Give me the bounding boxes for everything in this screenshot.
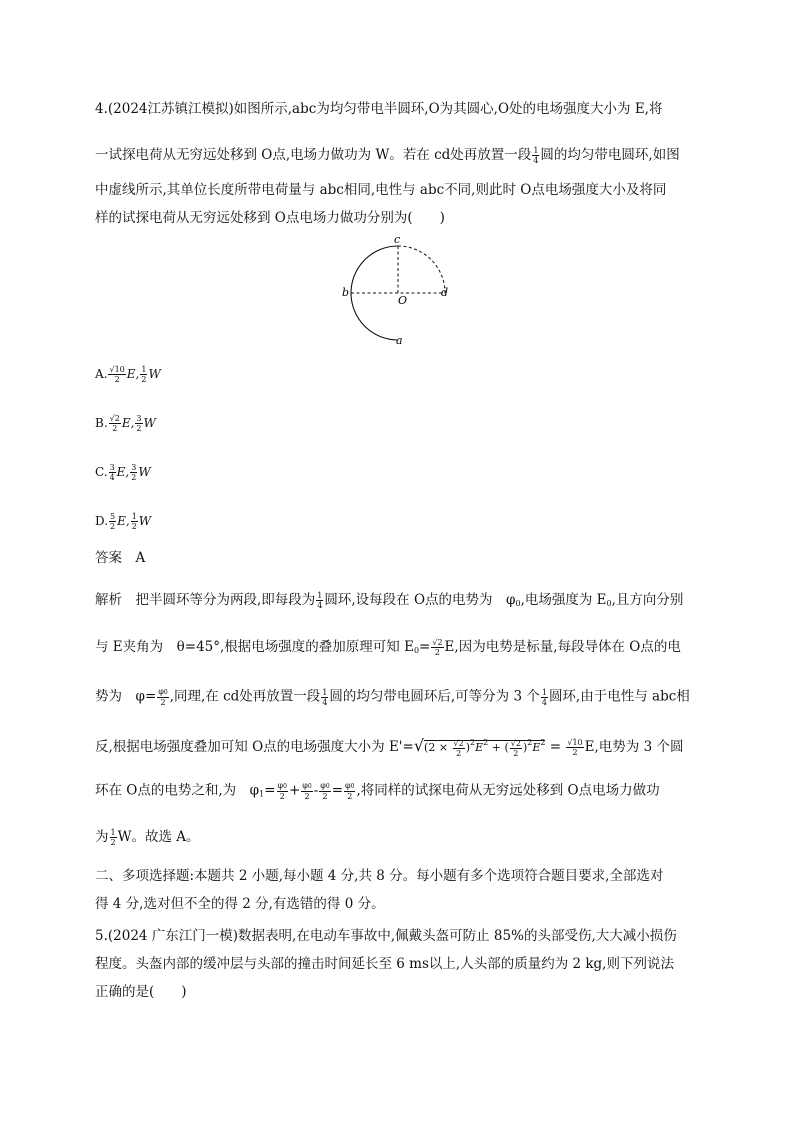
analysis-line-1: 解析 把半圆环等分为两段,即每段为 $\frac{1}{4}$ 圆环,设每段在 O点的电势为 $\varphi_0$,电场强度为 $E_0$,且方向分别 xyxy=(95,591,684,610)
q5-line-1: 5.(2024 广东江门一模)数据表明,在电动车事故中,佩戴头盔可防止 85%的头部受伤,大大减小损伤 xyxy=(95,928,677,944)
label-O: O xyxy=(398,294,408,307)
q5-line-2: 程度。头盔内部的缓冲层与头部的撞击时间延长至 6 ms以上,人头部的质量约为 2 kg,则下列说法 xyxy=(95,956,674,972)
answer-line: 答案 A xyxy=(95,550,146,566)
analysis-line-2: 与 E夹角为 θ=45°,根据电场强度的叠加原理可知 $E_0=$ $\frac{√2}{2}$ E,因为电势是标量,每段导体在 O点的电 xyxy=(95,638,681,657)
analysis-line-4: 反,根据电场强度叠加可知 O点的电场强度大小为 E'=√(2 × $\frac{√2}{2}$ )$^2E^2$ + ( $\frac{√2}{2}$ )$^2E^2$ = $\frac{√10}{2}$ E,电势为 3 个圆 xyxy=(95,736,684,758)
label-c: c xyxy=(394,233,401,246)
q5-line-3: 正确的是( ) xyxy=(95,984,187,1000)
q4-line-2 xyxy=(95,146,710,165)
q4-line-4: 样的试探电荷从无穷远处移到 O点电场力做功分别为( ) xyxy=(95,210,445,226)
option-a[interactable]: A. $\frac{√10}{2}$ E, $\frac{1}{2}$ W xyxy=(95,365,161,384)
option-c[interactable]: C. $\frac{3}{4}$ E, $\frac{3}{2}$ W xyxy=(95,463,151,482)
label-d: d xyxy=(441,286,449,299)
section2-line-1: 二、多项选择题:本题共 2 小题,每小题 4 分,共 8 分。每小题有多个选项符合题目要求,全部选对 xyxy=(95,868,664,884)
label-a: a xyxy=(396,334,403,347)
half-ring-figure xyxy=(330,232,460,347)
analysis-line-3: 势为 φ= $\frac{\varphi 0}{2}$ ,同理,在 cd处再放置一段 $\frac{1}{4}$ 圆的均匀带电圆环后,可等分为 3 个 $\frac{1}{4}$ 圆环,由于电性与 abc相 xyxy=(95,687,690,707)
q4-line-1: 4.(2024江苏镇江模拟)如图所示,abc为均匀带电半圆环,O为其圆心,O处的电场强度大小为 E,将 xyxy=(95,101,663,117)
q4-line-2b: 圆的均匀带电圆环,如图 xyxy=(540,147,680,163)
option-b[interactable]: B. $\frac{√2}{2}$ E, $\frac{3}{2}$ W xyxy=(95,414,156,433)
quarter-fraction: $\frac{1}{4}$ xyxy=(533,146,539,165)
option-d[interactable]: D. $\frac{5}{2}$ E, $\frac{1}{2}$ W xyxy=(95,512,152,531)
q4-line-3: 中虚线所示,其单位长度所带电荷量与 abc相同,电性与 abc不同,则此时 O点电场强度大小及将同 xyxy=(95,182,667,198)
analysis-line-5: 环在 O点的电势之和,为 $\varphi_1=$ $\frac{\varphi 0}{2}$ + $\frac{\varphi 0}{2}$ - $\frac{\varphi 0}{2}$ = $\frac{\varphi 0}{2}$ ,将同样的试探电荷从无穷远处移到 O点电场力做功 xyxy=(95,781,660,801)
section2-line-2: 得 4 分,选对但不全的得 2 分,有选错的得 0 分。 xyxy=(95,896,385,912)
dashed-quarter-ring xyxy=(398,246,445,293)
q4-line-2a: 一试探电荷从无穷远处移到 O点,电场力做功为 W。若在 cd处再放置一段 xyxy=(95,147,532,163)
analysis-line-6: 为 $\frac{1}{2}$ W。故选 A。 xyxy=(95,828,200,847)
label-b: b xyxy=(342,286,350,299)
